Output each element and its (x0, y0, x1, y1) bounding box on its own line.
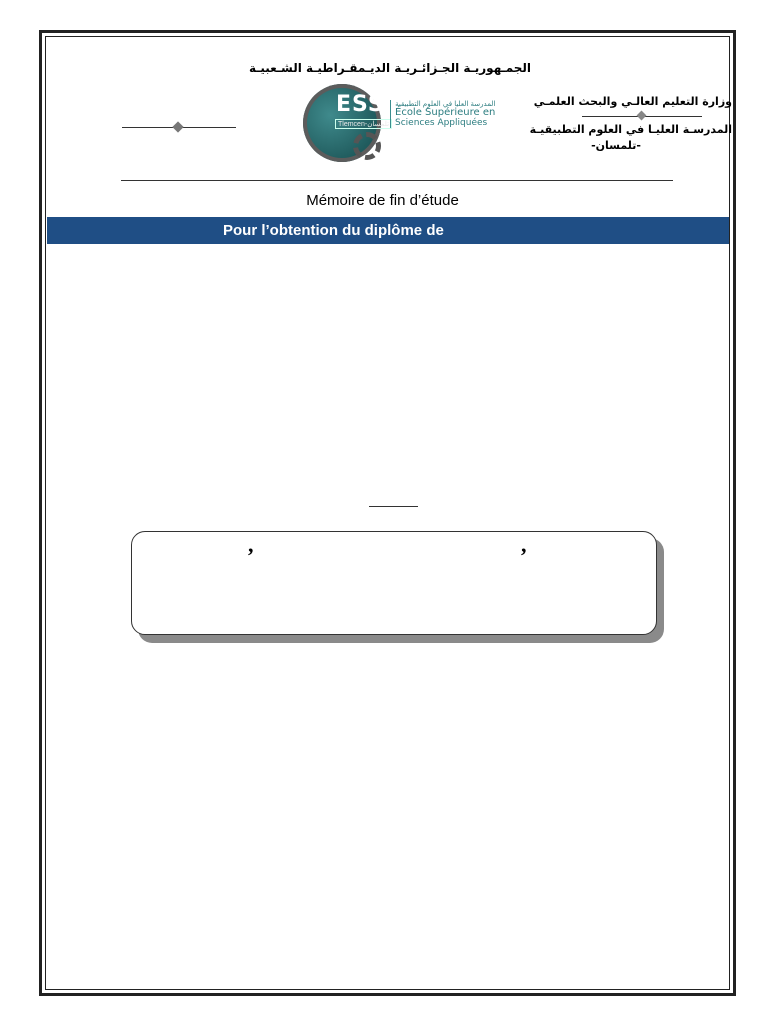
logo-acronym: ESSA (336, 92, 403, 117)
ministry-divider (520, 111, 732, 121)
gear-icon (353, 132, 381, 160)
box-comma-2: , (521, 532, 527, 557)
separator-line (369, 506, 418, 507)
logo-name-ar: المدرسة العليا في العلوم التطبيقية (395, 100, 496, 108)
diploma-banner: Pour l’obtention du diplôme de (47, 217, 729, 244)
box-comma-1: , (248, 532, 254, 557)
ministry-name: وزارة التعليم العالـي والبحث العلمـي (533, 95, 732, 108)
info-box (131, 531, 657, 635)
logo-name-fr-1: École Supérieure en (395, 107, 496, 118)
school-name: المدرسـة العليـا في العلوم التطبيقيـة (529, 123, 732, 136)
republic-title: الجمـهوريـة الجـزائـريـة الديـمقـراطيـة الشـعبيـة (248, 61, 532, 75)
logo-name-fr-2: Sciences Appliquées (395, 118, 488, 128)
logo-text (390, 100, 495, 128)
essa-logo (303, 84, 513, 164)
header-rule (121, 180, 673, 181)
logo-city-tag: Tlemcen-تلمسان (335, 119, 392, 129)
document-type: Mémoire de fin d’étude (306, 192, 459, 209)
school-city: -تلمسان- (591, 139, 641, 152)
ministry-block (520, 94, 732, 154)
left-ornament-divider (122, 122, 236, 132)
